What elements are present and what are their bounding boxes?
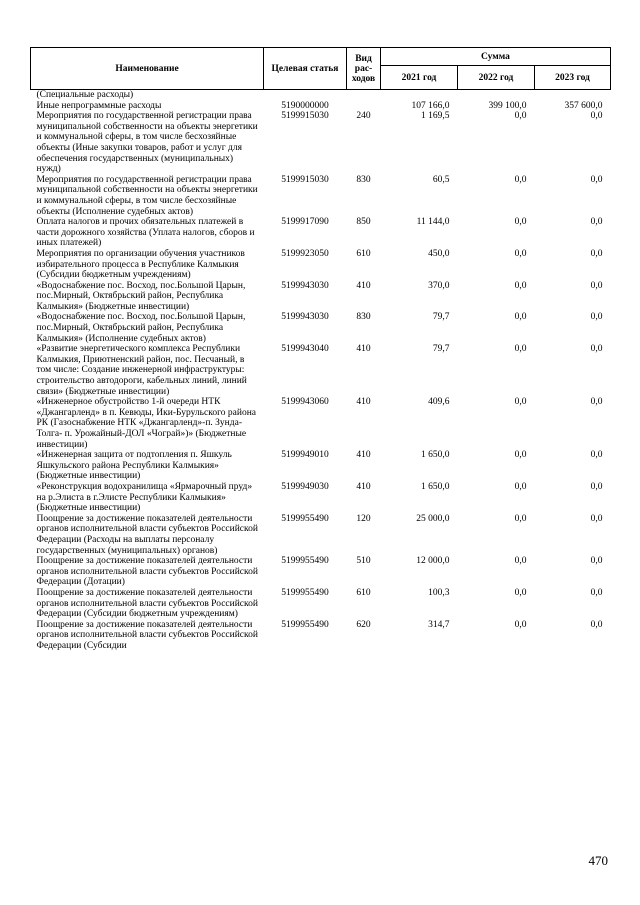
row-name: «Реконструкция водохранилища «Ярмарочный пруд» на р.Элиста в г.Элисте Республики Калмыкия» (Бюджетные инвестиции): [36, 481, 253, 514]
table-row: [31, 111, 611, 175]
row-sum-2023: 0,0: [590, 248, 603, 259]
table-row: [31, 175, 611, 217]
row-sum-2022: 0,0: [514, 248, 527, 259]
row-sum-2021: 314,7: [428, 619, 450, 630]
row-sum-2022: 0,0: [514, 513, 527, 524]
row-name: Мероприятия по государственной регистрации права муниципальной собственности на объекты энергетики и коммунальной сферы, в том числе бесхозяйные объекты (Исполнение судебных актов): [36, 174, 258, 217]
row-name: Оплата налогов и прочих обязательных платежей в части дорожного хозяйства (Уплата налогов, сборов и иных платежей): [36, 217, 255, 249]
row-target-code: 5199949030: [281, 481, 329, 492]
row-target-code: 5199943040: [281, 344, 329, 355]
row-target-code: 5199923050: [281, 248, 329, 259]
row-target-code: 5199955490: [281, 556, 329, 567]
row-sum-2023: 0,0: [590, 397, 603, 408]
row-sum-2023: 0,0: [590, 174, 603, 185]
budget-page: [30, 47, 610, 651]
row-sum-2022: 0,0: [514, 619, 527, 630]
header-target: Целевая статья: [264, 48, 347, 90]
table-row: [31, 397, 611, 450]
row-target-code: 5190000000: [281, 100, 329, 111]
row-sum-2022: 0,0: [514, 481, 527, 492]
row-sum-2021: 107 166,0: [411, 100, 450, 111]
row-expense-type: 850: [356, 217, 371, 228]
row-sum-2023: 0,0: [590, 217, 603, 228]
row-name: «Водоснабжение пос. Восход, пос.Большой Царын, пос.Мирный, Октябрьский район, Республика Калмыкия» (Исполнение судебных актов): [36, 312, 246, 344]
table-header: [31, 48, 611, 90]
header-2022: 2022 год: [458, 66, 535, 90]
row-sum-2021: 79,7: [432, 312, 450, 323]
table-row: [31, 514, 611, 556]
row-sum-2022: 0,0: [514, 397, 527, 408]
row-expense-type: [347, 101, 381, 112]
row-target-code: [264, 90, 347, 101]
budget-table: [30, 47, 611, 651]
row-expense-type: 410: [356, 450, 371, 461]
row-expense-type: 620: [356, 619, 371, 630]
row-sum-2021: 11 144,0: [416, 217, 450, 228]
row-sum-2022: 0,0: [514, 111, 527, 122]
row-name: «Инженерное обустройство 1-й очереди НТК «Джангарленд» в п. Кевюды, Ики-Бурульского района РК (Газоснабжение НТК «Джангарленд»-п. Зунда-Толга- п. Урожайный-ДОЛ «Чограй»)» (Бюджетные инвестиции): [36, 397, 256, 450]
row-name: «Инженерная защита от подтопления п. Яшкуль Яшкульского района Республики Калмыкия» (Бюджетные инвестиции): [36, 450, 232, 482]
row-sum-2023: 0,0: [590, 587, 603, 598]
row-expense-type: [347, 90, 381, 101]
header-sum: Сумма: [381, 48, 611, 66]
row-sum-2023: 357 600,0: [564, 100, 603, 111]
row-target-code: 5199943030: [281, 312, 329, 323]
row-sum-2023: 0,0: [590, 513, 603, 524]
header-2023: 2023 год: [535, 66, 611, 90]
row-name: Мероприятия по государственной регистрации права муниципальной собственности на объекты энергетики и коммунальной сферы, в том числе бесхозяйные объекты (Иные закупки товаров, работ и услуг для обеспечения государственных (муниципальных) нужд): [36, 111, 258, 175]
row-name: Поощрение за достижение показателей деятельности органов исполнительной власти субъектов Российской Федерации (Субсидии бюджетным учреждениям): [36, 587, 258, 620]
row-target-code: 5199949010: [281, 450, 329, 461]
table-row: [31, 281, 611, 313]
row-sum-2022: 0,0: [514, 312, 527, 323]
row-sum-2023: 0,0: [590, 556, 603, 567]
row-name: (Специальные расходы): [36, 90, 134, 100]
row-target-code: 5199943060: [281, 397, 329, 408]
row-expense-type: 410: [356, 280, 371, 291]
table-row: [31, 482, 611, 514]
row-expense-type: 120: [356, 513, 371, 524]
row-expense-type: 510: [356, 556, 371, 567]
table-row: [31, 450, 611, 482]
row-sum-2021: 60,5: [432, 174, 450, 185]
table-row: [31, 90, 611, 101]
row-sum-2021: 450,0: [428, 248, 450, 259]
row-sum-2021: 79,7: [432, 344, 450, 355]
row-name: «Водоснабжение пос. Восход, пос.Большой Царын, пос.Мирный, Октябрьский район, Республика Калмыкия» (Бюджетные инвестиции): [36, 280, 246, 312]
row-sum-2022: 0,0: [514, 280, 527, 291]
row-name: Поощрение за достижение показателей деятельности органов исполнительной власти субъектов Российской Федерации (Расходы на выплаты персоналу государственных (муниципальных) органов): [36, 513, 258, 556]
row-sum-2023: 0,0: [590, 481, 603, 492]
row-sum-2021: 12 000,0: [416, 556, 450, 567]
row-target-code: 5199955490: [281, 587, 329, 598]
table-row: [31, 344, 611, 397]
header-type: Вид рас-ходов: [347, 48, 381, 90]
header-2021: 2021 год: [381, 66, 458, 90]
row-sum-2023: 0,0: [590, 619, 603, 630]
row-sum-2022: 0,0: [514, 344, 527, 355]
row-sum-2021: 1 650,0: [421, 481, 450, 492]
row-expense-type: 830: [356, 174, 371, 185]
table-row: [31, 312, 611, 344]
row-sum-2022: 0,0: [514, 217, 527, 228]
row-sum-2021: 370,0: [428, 280, 450, 291]
row-sum-2021: 1 650,0: [421, 450, 450, 461]
table-row: [31, 556, 611, 588]
row-target-code: 5199955490: [281, 619, 329, 630]
row-expense-type: 410: [356, 481, 371, 492]
row-sum-2022: 0,0: [514, 174, 527, 185]
row-sum-2022: [458, 90, 535, 101]
row-sum-2021: 25 000,0: [416, 513, 450, 524]
row-name: «Развитие энергетического комплекса Республики Калмыкия, Приютненский район, пос. Песчаный, в том числе: Создание инженерной инфраструктуры: строительство автодороги, кабельных линий, линий связи» (Бюджетные инвестиции): [36, 344, 247, 397]
table-row: [31, 217, 611, 249]
table-row: [31, 101, 611, 112]
row-expense-type: 410: [356, 397, 371, 408]
row-sum-2021: [381, 90, 458, 101]
row-expense-type: 410: [356, 344, 371, 355]
table-row: [31, 620, 611, 652]
row-sum-2022: 399 100,0: [488, 100, 527, 111]
row-sum-2022: 0,0: [514, 556, 527, 567]
row-expense-type: 610: [356, 248, 371, 259]
row-target-code: 5199915030: [281, 174, 329, 185]
page-number: 470: [588, 853, 608, 868]
row-name: Поощрение за достижение показателей деятельности органов исполнительной власти субъектов Российской Федерации (Дотации): [36, 556, 258, 588]
row-sum-2022: 0,0: [514, 450, 527, 461]
row-expense-type: 830: [356, 312, 371, 323]
row-sum-2021: 1 169,5: [421, 111, 450, 122]
row-expense-type: 240: [356, 111, 371, 122]
row-sum-2023: [535, 90, 611, 101]
row-target-code: 5199955490: [281, 513, 329, 524]
row-name: Мероприятия по организации обучения участников избирательного процесса в Республике Калмыкия (Субсидии бюджетным учреждениям): [36, 248, 245, 281]
row-target-code: 5199943030: [281, 280, 329, 291]
row-expense-type: 610: [356, 587, 371, 598]
row-sum-2021: 100,3: [428, 587, 450, 598]
row-sum-2023: 0,0: [590, 312, 603, 323]
row-sum-2023: 0,0: [590, 111, 603, 122]
row-name: Иные непрограммные расходы: [36, 100, 162, 111]
row-target-code: 5199917090: [281, 217, 329, 228]
row-sum-2023: 0,0: [590, 280, 603, 291]
row-sum-2022: 0,0: [514, 587, 527, 598]
table-body: [31, 90, 611, 652]
row-sum-2023: 0,0: [590, 344, 603, 355]
table-row: [31, 249, 611, 281]
row-name: Поощрение за достижение показателей деятельности органов исполнительной власти субъектов Российской Федерации (Субсидии: [36, 619, 258, 651]
row-target-code: 5199915030: [281, 111, 329, 122]
table-row: [31, 588, 611, 620]
row-sum-2021: 409,6: [428, 397, 450, 408]
row-sum-2023: 0,0: [590, 450, 603, 461]
header-name: Наименование: [31, 48, 264, 90]
